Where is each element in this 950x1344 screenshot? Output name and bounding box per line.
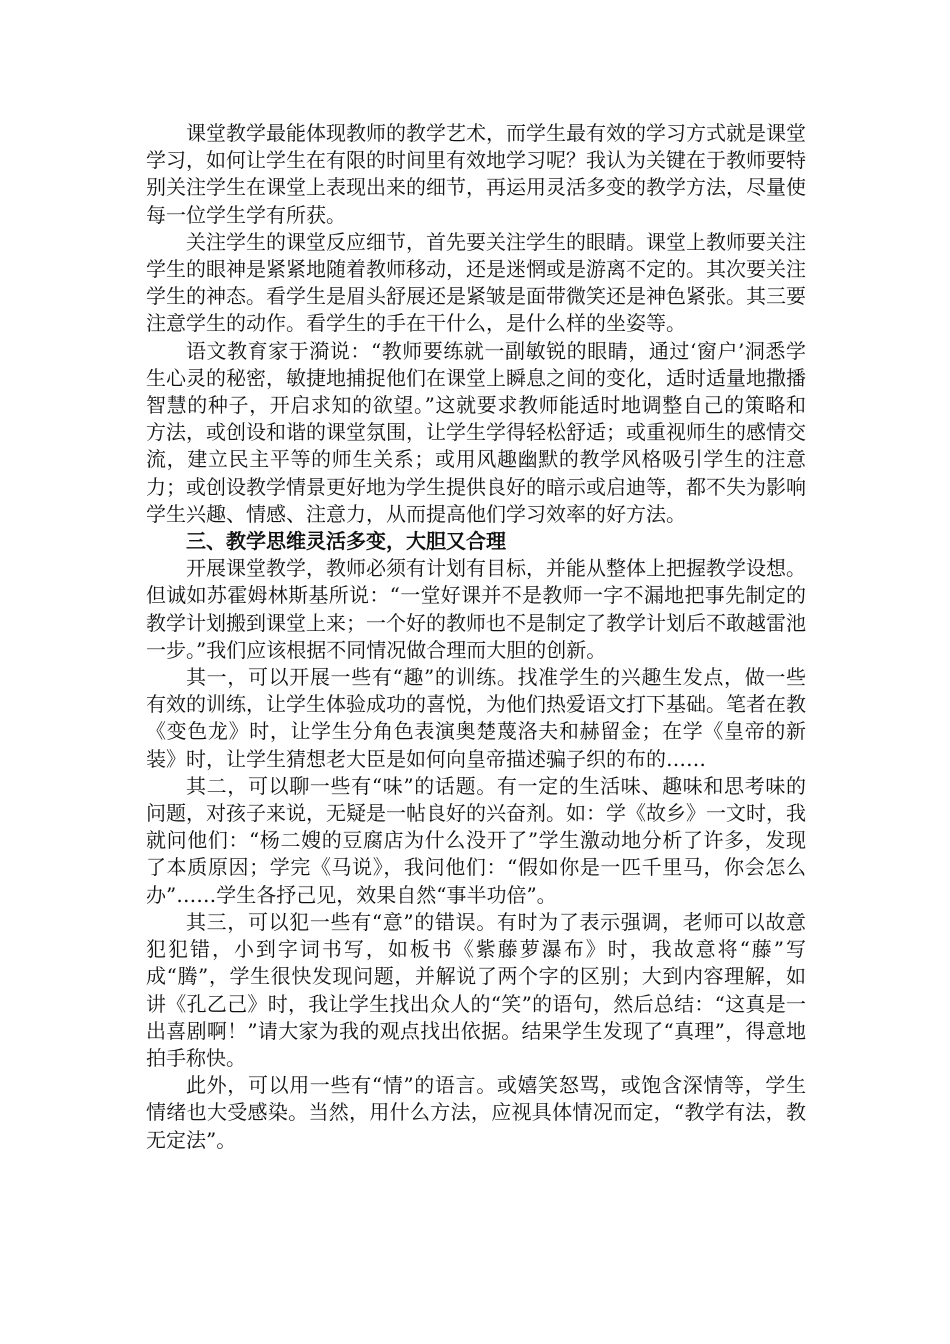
- paragraph-intro: 课堂教学最能体现教师的教学艺术，而学生最有效的学习方式就是课堂学习，如何让学生在有限的时间里有效地学习呢？我认为关键在于教师要特别关注学生在课堂上表现出来的细节，再运用灵活多变的教学方法，尽量使每一位学生学有所获。: [146, 121, 806, 227]
- paragraph-observe-details: 关注学生的课堂反应细节，首先要关注学生的眼睛。课堂上教师要关注学生的眼神是紧紧地随着教师移动，还是迷惘或是游离不定的。其次要关注学生的神态。看学生是眉头舒展还是紧皱是面带微笑还是神色紧张。其三要注意学生的动作。看学生的手在干什么，是什么样的坐姿等。: [146, 229, 806, 336]
- section-heading: 三、教学思维灵活多变，大胆又合理: [186, 529, 506, 554]
- document-body: [146, 120, 806, 1154]
- paragraph-intentional-mistakes: 其三，可以犯一些有“意”的错误。有时为了表示强调，老师可以故意犯犯错，小到字词书写，如板书《紫藤萝瀑布》时，我故意将“藤”写成“腾”，学生很快发现问题，并解说了两个字的区别；大到内容理解，如讲《孔乙己》时，我让学生找出众人的“笑”的语句，然后总结：“这真是一出喜剧啊！”请大家为我的观点找出依据。结果学生发现了“真理”，得意地拍手称快。: [146, 909, 806, 1070]
- paragraph-emotional-language: 此外，可以用一些有“情”的语言。或嬉笑怒骂，或饱含深情等，学生情绪也大受感染。当然，用什么方法，应视具体情况而定，“教学有法，教无定法”。: [146, 1073, 806, 1152]
- paragraph-plan-and-innovate: 开展课堂教学，教师必须有计划有目标，并能从整体上把握教学设想。但诚如苏霍姆林斯基所说：“一堂好课并不是教师一字不漏地把事先制定的教学计划搬到课堂上来；一个好的教师也不是制定了教学计划后不敢越雷池一步。”我们应该根据不同情况做合理而大胆的创新。: [146, 556, 806, 662]
- paragraph-fun-training: 其一，可以开展一些有“趣”的训练。找准学生的兴趣生发点，做一些有效的训练，让学生体验成功的喜悦，为他们热爱语文打下基础。笔者在教《变色龙》时，让学生分角色表演奥楚蔑洛夫和赫留金；在学《皇帝的新装》时，让学生猜想老大臣是如何向皇帝描述骗子织的布的……: [146, 665, 806, 771]
- paragraph-yu-yi-quote: 语文教育家于漪说：“教师要练就一副敏锐的眼睛，通过‘窗户’洞悉学生心灵的秘密，敏捷地捕捉他们在课堂上瞬息之间的变化，适时适量地撒播智慧的种子，开启求知的欲望。”这就要求教师能适时地调整自己的策略和方法，或创设和谐的课堂氛围，让学生学得轻松舒适；或重视师生的感情交流，建立民主平等的师生关系；或用风趣幽默的教学风格吸引学生的注意力；或创设教学情景更好地为学生提供良好的暗示或启迪等，都不失为影响学生兴趣、情感、注意力，从而提高他们学习效率的好方法。: [146, 338, 806, 526]
- paragraph-flavor-topics: 其二，可以聊一些有“味”的话题。有一定的生活味、趣味和思考味的问题，对孩子来说，无疑是一帖良好的兴奋剂。如：学《故乡》一文时，我就问他们：“杨二嫂的豆腐店为什么没开了”学生激动地分析了许多，发现了本质原因；学完《马说》，我问他们：“假如你是一匹千里马，你会怎么办”……学生各抒己见，效果自然“事半功倍”。: [146, 773, 806, 907]
